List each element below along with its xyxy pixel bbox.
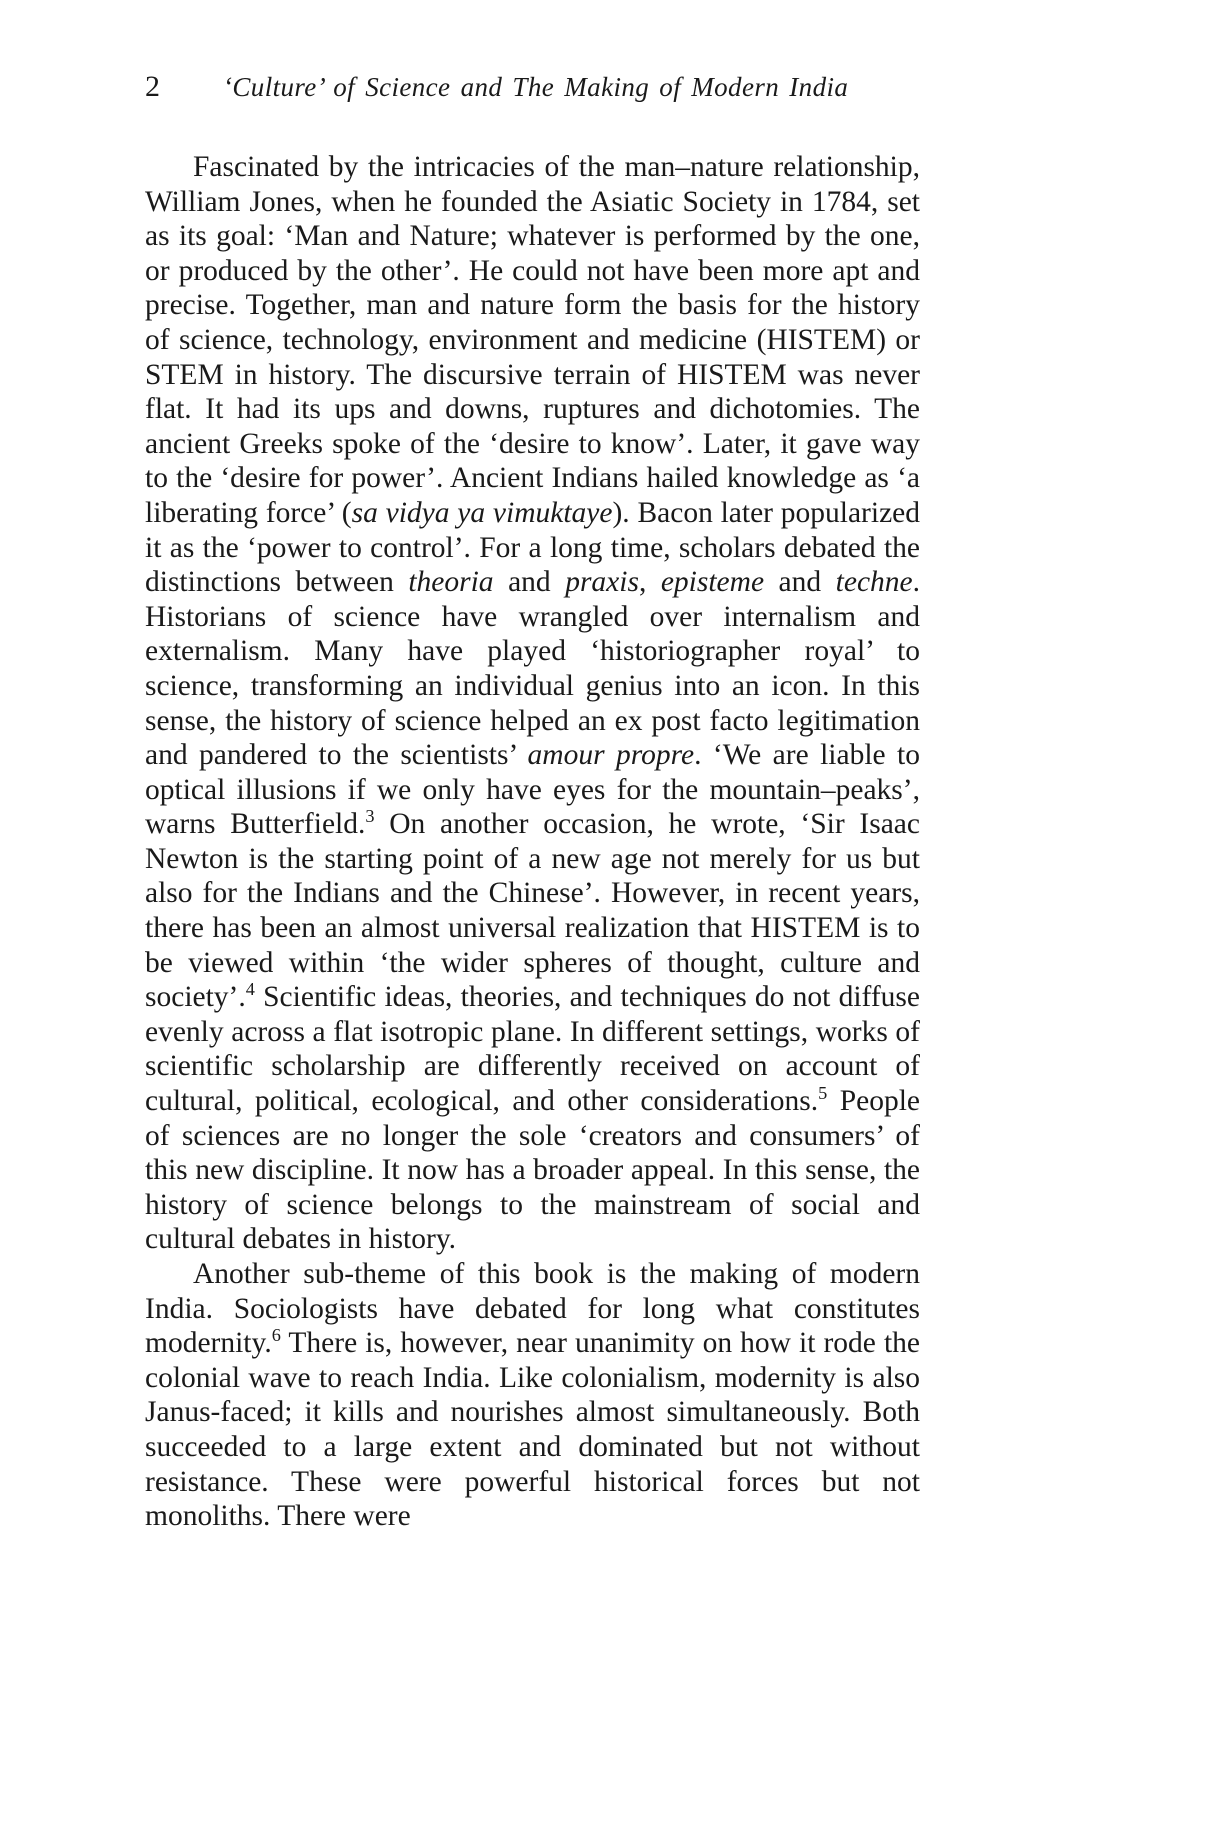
text-run: ,: [638, 566, 661, 599]
italic-term: amour propre: [527, 739, 695, 772]
text-run: . ‘We are liable to optical illusions if we only have eyes for the mountain–peaks’, warns Butterfield.: [145, 739, 920, 841]
text-run: There is, however, near unanimity on how it rode the colonial wave to reach India. Like colonialism, modernity is also Janus-faced; it kills and nourishes almost simultaneously. Both succeeded to a large extent and dominated but not without resistance. These were powerful historical forces but not monoliths. There were: [145, 1327, 920, 1533]
body-text: [145, 150, 920, 1534]
italic-term: praxis: [565, 566, 639, 599]
italic-term: theoria: [408, 566, 494, 599]
running-head: [145, 72, 920, 108]
footnote-marker: 6: [271, 1325, 281, 1346]
italic-term: episteme: [660, 566, 765, 599]
text-run: and: [764, 566, 836, 599]
page-number: 2: [145, 70, 160, 103]
paragraph: [145, 150, 920, 1257]
running-head-title: ‘Culture’ of Science and The Making of Modern India: [223, 72, 849, 102]
italic-term: sa vidya ya vimuktaye: [351, 496, 613, 529]
text-run: and: [493, 566, 566, 599]
footnote-marker: 5: [818, 1083, 828, 1104]
page-content-area: [145, 72, 920, 1534]
footnote-marker: 4: [245, 979, 255, 1000]
text-run: . Historians of science have wrangled over internalism and externalism. Many have played ‘historiographer royal’ to science, transforming an individual genius into an icon. In this sense, the history of science helped an ex post facto legitimation and pandered to the scientists’: [145, 566, 921, 772]
footnote-marker: 3: [365, 806, 375, 827]
italic-term: techne: [835, 566, 913, 599]
text-run: Fascinated by the intricacies of the man–nature relationship, William Jones, when he founded the Asiatic Society in 1784, set as its goal: ‘Man and Nature; whatever is performed by the one, or produced by the other’. He could not have been more apt and precise. Together, man and nature form the basis for the history of science, technology, environment and medicine (HISTEM) or STEM in history. The discursive terrain of HISTEM was never flat. It had its ups and downs, ruptures and dichotomies. The ancient Greeks spoke of the ‘desire to know’. Later, it gave way to the ‘desire for power’. Ancient Indians hailed knowledge as ‘a liberating force’ (: [145, 151, 920, 529]
text-run: People of sciences are no longer the sole ‘creators and consumers’ of this new discipline. It now has a broader appeal. In this sense, the history of science belongs to the mainstream of social and cultural debates in history.: [145, 1085, 920, 1256]
text-run: On another occasion, he wrote, ‘Sir Isaac Newton is the starting point of a new age not merely for us but also for the Indians and the Chinese’. However, in recent years, there has been an almost universal realization that HISTEM is to be viewed within ‘the wider spheres of thought, culture and society’.: [145, 808, 920, 1014]
text-run: Scientific ideas, theories, and techniques do not diffuse evenly across a flat isotropic plane. In different settings, works of scientific scholarship are differently received on account of cultural, political, ecological, and other considerations.: [145, 981, 920, 1118]
text-run: ). Bacon later popularized it as the ‘power to control’. For a long time, scholars debated the distinctions between: [145, 496, 921, 599]
text-run: Another sub-theme of this book is the making of modern India. Sociologists have debated for long what constitutes modernity.: [145, 1258, 920, 1360]
paragraph: [145, 1257, 920, 1534]
